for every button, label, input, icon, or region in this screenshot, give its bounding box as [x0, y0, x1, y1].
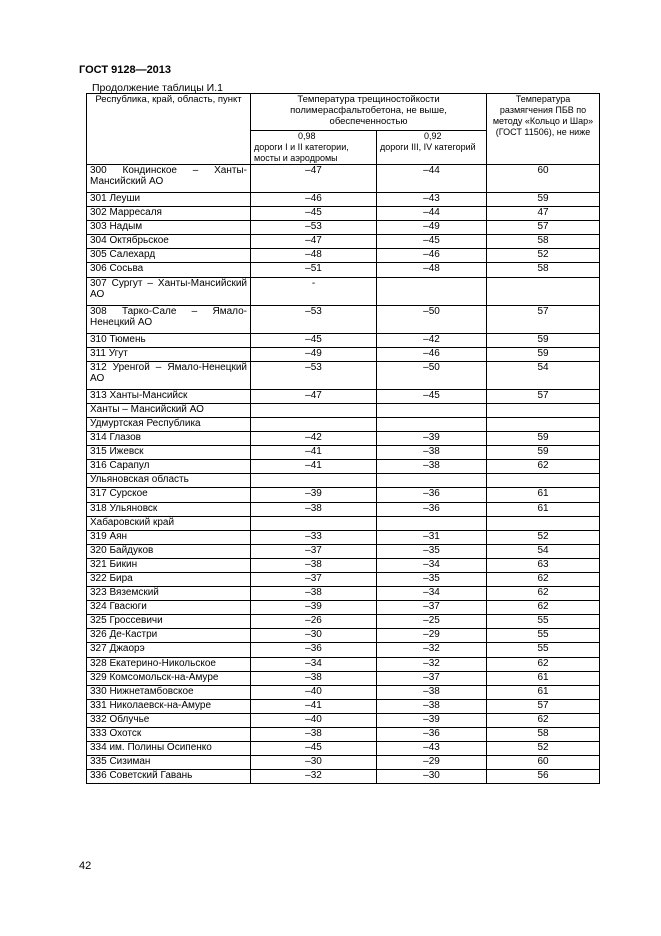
location-cell: 305 Салехард	[87, 249, 251, 263]
temperature-098-cell: –53	[251, 221, 377, 235]
softening-temperature-cell: 55	[487, 643, 600, 657]
location-cell: 332 Облучье	[87, 713, 251, 727]
softening-temperature-cell: 58	[487, 235, 600, 249]
location-cell: 308 Тарко-Сале – Ямало-Ненецкий АО	[87, 305, 251, 333]
softening-temperature-cell	[487, 474, 600, 488]
temperature-098-cell: –47	[251, 165, 377, 193]
softening-temperature-cell: 62	[487, 657, 600, 671]
temperature-092-cell: –36	[377, 728, 487, 742]
softening-temperature-cell	[487, 403, 600, 417]
temperature-098-cell: –38	[251, 728, 377, 742]
temperature-092-cell: –34	[377, 587, 487, 601]
table-row	[87, 277, 600, 305]
temperature-092-cell: –32	[377, 657, 487, 671]
temperature-092-cell	[377, 516, 487, 530]
temperature-098-cell: –49	[251, 347, 377, 361]
softening-temperature-cell: 61	[487, 502, 600, 516]
temperature-092-cell: –36	[377, 488, 487, 502]
softening-temperature-cell: 55	[487, 615, 600, 629]
temperature-098-cell: –30	[251, 629, 377, 643]
table-row	[87, 165, 600, 193]
table-row	[87, 713, 600, 727]
temperature-098-cell: –41	[251, 460, 377, 474]
table-row	[87, 417, 600, 431]
location-cell: 311 Угут	[87, 347, 251, 361]
softening-temperature-cell: 62	[487, 572, 600, 586]
location-cell: 312 Уренгой – Ямало-Ненецкий АО	[87, 361, 251, 389]
location-cell: 322 Бира	[87, 572, 251, 586]
location-cell: 325 Гроссевичи	[87, 615, 251, 629]
location-cell: Хабаровский край	[87, 516, 251, 530]
softening-temperature-cell	[487, 277, 600, 305]
temperature-098-cell: –41	[251, 446, 377, 460]
temperature-092-cell: –39	[377, 713, 487, 727]
softening-temperature-cell: 55	[487, 629, 600, 643]
table-row	[87, 403, 600, 417]
softening-temperature-cell: 52	[487, 742, 600, 756]
temperature-092-cell: –50	[377, 305, 487, 333]
location-cell: 327 Джаорэ	[87, 643, 251, 657]
temperature-098-cell: –36	[251, 643, 377, 657]
probability-092-value: 0,92	[424, 131, 442, 141]
softening-temperature-cell: 59	[487, 333, 600, 347]
softening-temperature-cell: 57	[487, 389, 600, 403]
temperature-098-cell: –38	[251, 558, 377, 572]
temperature-092-cell: –36	[377, 502, 487, 516]
softening-temperature-cell: 60	[487, 165, 600, 193]
temperature-092-cell: –46	[377, 347, 487, 361]
temperature-098-cell: –34	[251, 657, 377, 671]
temperature-098-cell: –45	[251, 207, 377, 221]
temperature-098-cell: –47	[251, 389, 377, 403]
temperature-092-cell: –29	[377, 756, 487, 770]
temperature-092-cell: –35	[377, 544, 487, 558]
temperature-098-cell: –47	[251, 235, 377, 249]
softening-temperature-cell: 59	[487, 432, 600, 446]
table-row	[87, 685, 600, 699]
location-cell: 335 Сизиман	[87, 756, 251, 770]
page-number: 42	[79, 860, 92, 872]
table-row	[87, 263, 600, 277]
location-cell: 334 им. Полины Осипенко	[87, 742, 251, 756]
temperature-092-cell: –44	[377, 165, 487, 193]
softening-temperature-cell: 47	[487, 207, 600, 221]
table-row	[87, 516, 600, 530]
table-row	[87, 432, 600, 446]
softening-temperature-cell: 58	[487, 263, 600, 277]
temperature-098-cell: –51	[251, 263, 377, 277]
table-row	[87, 671, 600, 685]
table-row	[87, 544, 600, 558]
temperature-092-cell	[377, 277, 487, 305]
location-cell: 300 Кондинское – Ханты-Мансийский АО	[87, 165, 251, 193]
temperature-098-cell: –32	[251, 770, 377, 784]
softening-temperature-cell: 61	[487, 488, 600, 502]
table-row	[87, 305, 600, 333]
location-cell: 310 Тюмень	[87, 333, 251, 347]
table-caption: Продолжение таблицы И.1	[92, 82, 223, 94]
location-cell: 301 Леуши	[87, 193, 251, 207]
table-row	[87, 629, 600, 643]
softening-temperature-cell	[487, 417, 600, 431]
location-cell: 330 Нижнетамбовское	[87, 685, 251, 699]
location-cell: 315 Ижевск	[87, 446, 251, 460]
location-cell: 304 Октябрьское	[87, 235, 251, 249]
temperature-098-cell: –37	[251, 572, 377, 586]
location-cell: 320 Байдуков	[87, 544, 251, 558]
temperature-098-cell: –26	[251, 615, 377, 629]
temperature-092-cell: –43	[377, 742, 487, 756]
location-cell: 326 Де-Кастри	[87, 629, 251, 643]
temperature-092-cell: –25	[377, 615, 487, 629]
temperature-092-cell	[377, 417, 487, 431]
temperature-092-cell: –37	[377, 671, 487, 685]
temperature-098-cell: –37	[251, 544, 377, 558]
temperature-098-cell: –39	[251, 601, 377, 615]
location-cell: 331 Николаевск-на-Амуре	[87, 699, 251, 713]
location-cell: 313 Ханты-Мансийск	[87, 389, 251, 403]
temperature-092-cell: –49	[377, 221, 487, 235]
table-row	[87, 235, 600, 249]
temperature-098-cell: –33	[251, 530, 377, 544]
temperature-092-cell	[377, 403, 487, 417]
location-cell: 316 Сарапул	[87, 460, 251, 474]
table-row	[87, 361, 600, 389]
location-cell: 333 Охотск	[87, 728, 251, 742]
temperature-098-cell: –46	[251, 193, 377, 207]
softening-temperature-cell: 63	[487, 558, 600, 572]
table-row	[87, 572, 600, 586]
table-row	[87, 601, 600, 615]
temperature-098-cell: –40	[251, 713, 377, 727]
table-row	[87, 643, 600, 657]
temperature-098-cell: –39	[251, 488, 377, 502]
table-row	[87, 530, 600, 544]
temperature-092-cell: –38	[377, 685, 487, 699]
softening-temperature-cell: 57	[487, 305, 600, 333]
probability-098-value: 0,98	[298, 131, 316, 141]
softening-temperature-cell: 56	[487, 770, 600, 784]
softening-temperature-cell: 54	[487, 361, 600, 389]
column-header-softening-temperature: Температура размягчения ПБВ по методу «Кольцо и Шар» (ГОСТ 11506), не ниже	[487, 94, 600, 165]
temperature-092-cell: –43	[377, 193, 487, 207]
table-row	[87, 193, 600, 207]
temperature-098-cell: –48	[251, 249, 377, 263]
temperature-098-cell: –40	[251, 685, 377, 699]
temperature-098-cell: –30	[251, 756, 377, 770]
temperature-092-cell: –34	[377, 558, 487, 572]
temperature-098-cell: –38	[251, 587, 377, 601]
temperature-098-cell	[251, 417, 377, 431]
table-row	[87, 502, 600, 516]
table-row	[87, 657, 600, 671]
softening-temperature-cell: 59	[487, 446, 600, 460]
temperature-092-cell: –45	[377, 389, 487, 403]
temperature-092-cell: –35	[377, 572, 487, 586]
table-row	[87, 333, 600, 347]
location-cell: 323 Вяземский	[87, 587, 251, 601]
temperature-092-cell: –46	[377, 249, 487, 263]
table-row	[87, 474, 600, 488]
column-header-crack-temperature: Температура трещиностойкости полимерасфальтобетона, не выше, обеспеченностью	[251, 94, 487, 131]
table-row	[87, 221, 600, 235]
temperature-098-cell: –42	[251, 432, 377, 446]
column-header-probability-098	[251, 131, 377, 165]
probability-092-description: дороги III, IV категорий	[380, 142, 476, 152]
softening-temperature-cell: 62	[487, 601, 600, 615]
location-cell: 328 Екатерино-Никольское	[87, 657, 251, 671]
temperature-092-cell: –42	[377, 333, 487, 347]
probability-098-description: дороги I и II категории, мосты и аэродромы	[254, 142, 349, 163]
softening-temperature-cell: 59	[487, 347, 600, 361]
temperature-092-cell: –38	[377, 460, 487, 474]
location-cell: 314 Глазов	[87, 432, 251, 446]
temperature-092-cell: –45	[377, 235, 487, 249]
softening-temperature-cell	[487, 516, 600, 530]
table-row	[87, 770, 600, 784]
temperature-098-cell	[251, 403, 377, 417]
document-id: ГОСТ 9128—2013	[79, 64, 172, 76]
temperature-092-cell: –32	[377, 643, 487, 657]
location-cell: 324 Гвасюги	[87, 601, 251, 615]
location-cell: Ханты – Мансийский АО	[87, 403, 251, 417]
column-header-location: Республика, край, область, пункт	[87, 94, 251, 165]
table-row	[87, 699, 600, 713]
temperature-092-cell: –37	[377, 601, 487, 615]
softening-temperature-cell: 52	[487, 530, 600, 544]
location-cell: Удмуртская Республика	[87, 417, 251, 431]
table-row	[87, 460, 600, 474]
softening-temperature-cell: 59	[487, 193, 600, 207]
temperature-092-cell: –50	[377, 361, 487, 389]
softening-temperature-cell: 62	[487, 587, 600, 601]
location-cell: 306 Сосьва	[87, 263, 251, 277]
table-row	[87, 249, 600, 263]
temperature-098-cell: -	[251, 277, 377, 305]
temperature-098-cell: –53	[251, 361, 377, 389]
location-cell: 317 Сурское	[87, 488, 251, 502]
location-cell: 302 Марресаля	[87, 207, 251, 221]
temperature-098-cell: –45	[251, 742, 377, 756]
location-cell: 336 Советский Гавань	[87, 770, 251, 784]
table-row	[87, 207, 600, 221]
softening-temperature-cell: 61	[487, 685, 600, 699]
table-row	[87, 389, 600, 403]
softening-temperature-cell: 58	[487, 728, 600, 742]
temperature-098-cell: –41	[251, 699, 377, 713]
table-row	[87, 756, 600, 770]
column-header-probability-092	[377, 131, 487, 165]
softening-temperature-cell: 62	[487, 713, 600, 727]
temperature-098-cell: –45	[251, 333, 377, 347]
location-cell: 321 Бикин	[87, 558, 251, 572]
table-row	[87, 347, 600, 361]
location-cell: 329 Комсомольск-на-Амуре	[87, 671, 251, 685]
temperature-098-cell: –53	[251, 305, 377, 333]
temperature-092-cell: –44	[377, 207, 487, 221]
temperature-098-cell: –38	[251, 502, 377, 516]
temperature-092-cell: –48	[377, 263, 487, 277]
table-row	[87, 742, 600, 756]
location-cell: Ульяновская область	[87, 474, 251, 488]
temperature-092-cell: –29	[377, 629, 487, 643]
table-row	[87, 587, 600, 601]
temperature-092-cell: –31	[377, 530, 487, 544]
temperature-098-cell	[251, 516, 377, 530]
temperature-098-cell	[251, 474, 377, 488]
table-row	[87, 446, 600, 460]
temperature-092-cell: –39	[377, 432, 487, 446]
softening-temperature-cell: 54	[487, 544, 600, 558]
temperature-092-cell: –38	[377, 699, 487, 713]
softening-temperature-cell: 57	[487, 221, 600, 235]
location-cell: 303 Надым	[87, 221, 251, 235]
temperature-092-cell: –30	[377, 770, 487, 784]
data-table	[86, 93, 600, 784]
temperature-098-cell: –38	[251, 671, 377, 685]
softening-temperature-cell: 52	[487, 249, 600, 263]
temperature-092-cell: –38	[377, 446, 487, 460]
table-row	[87, 488, 600, 502]
softening-temperature-cell: 61	[487, 671, 600, 685]
table-row	[87, 728, 600, 742]
softening-temperature-cell: 62	[487, 460, 600, 474]
location-cell: 307 Сургут – Ханты-Мансийский АО	[87, 277, 251, 305]
location-cell: 318 Ульяновск	[87, 502, 251, 516]
table-row	[87, 615, 600, 629]
table-row	[87, 558, 600, 572]
temperature-092-cell	[377, 474, 487, 488]
softening-temperature-cell: 57	[487, 699, 600, 713]
location-cell: 319 Аян	[87, 530, 251, 544]
softening-temperature-cell: 60	[487, 756, 600, 770]
